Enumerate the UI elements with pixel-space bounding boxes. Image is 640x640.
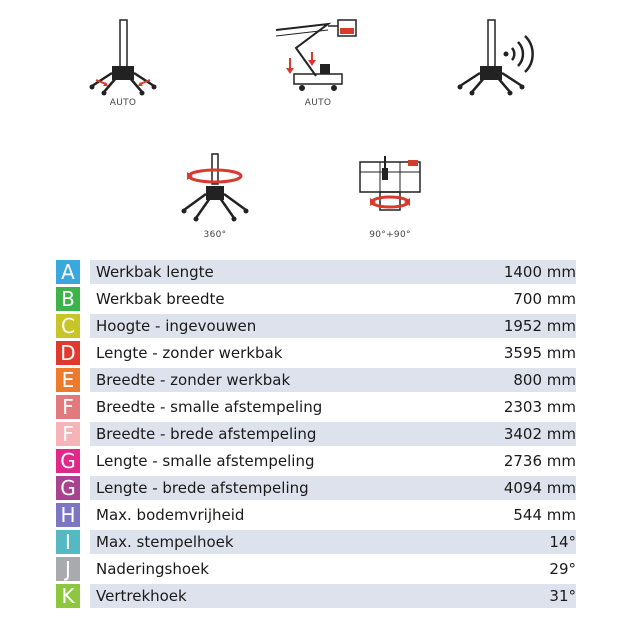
spec-letter-badge: J: [56, 557, 80, 581]
spec-value: 1400 mm: [503, 263, 576, 281]
spec-label: Vertrekhoek: [96, 587, 187, 605]
spec-row: [56, 287, 576, 314]
auto-stow-icon: [268, 18, 368, 108]
basket-rotation-icon: [350, 152, 430, 242]
spec-label: Lengte - zonder werkbak: [96, 344, 283, 362]
spec-label: Breedte - zonder werkbak: [96, 371, 291, 389]
spec-label: Lengte - smalle afstempeling: [96, 452, 315, 470]
spec-label: Hoogte - ingevouwen: [96, 317, 257, 335]
spec-row: [56, 395, 576, 422]
spec-label: Naderingshoek: [96, 560, 209, 578]
spec-label: Breedte - smalle afstempeling: [96, 398, 323, 416]
spec-row: [56, 314, 576, 341]
spec-letter-badge: G: [56, 476, 80, 500]
remote-control-icon: [448, 14, 558, 98]
spec-row: [56, 341, 576, 368]
spec-value: 14°: [549, 533, 576, 551]
spec-value: 2303 mm: [503, 398, 576, 416]
spec-value: 31°: [549, 587, 576, 605]
spec-row: [56, 557, 576, 584]
spec-label: Lengte - brede afstempeling: [96, 479, 309, 497]
spec-letter-badge: K: [56, 584, 80, 608]
spec-letter-badge: F: [56, 422, 80, 446]
spec-label: Werkbak lengte: [96, 263, 214, 281]
spec-letter-badge: B: [56, 287, 80, 311]
spec-letter-badge: H: [56, 503, 80, 527]
spec-value: 700 mm: [513, 290, 576, 308]
specs-table: [56, 260, 576, 611]
spec-row: [56, 503, 576, 530]
spec-row: [56, 368, 576, 395]
spec-label: Max. bodemvrijheid: [96, 506, 245, 524]
icon-label: AUTO: [304, 98, 332, 108]
spec-letter-badge: A: [56, 260, 80, 284]
spec-value: 4094 mm: [503, 479, 576, 497]
icon-label: 90°+90°: [369, 230, 411, 240]
spec-value: 1952 mm: [503, 317, 576, 335]
spec-row: [56, 584, 576, 611]
spec-value: 800 mm: [513, 371, 576, 389]
spec-letter-badge: E: [56, 368, 80, 392]
spec-letter-badge: G: [56, 449, 80, 473]
icon-label: AUTO: [109, 98, 137, 108]
icon-label: 360°: [203, 230, 227, 240]
spec-value: 29°: [549, 560, 576, 578]
spec-row: [56, 476, 576, 503]
spec-label: Max. stempelhoek: [96, 533, 234, 551]
spec-letter-badge: F: [56, 395, 80, 419]
spec-value: 3402 mm: [503, 425, 576, 443]
spec-row: [56, 260, 576, 287]
spec-letter-badge: C: [56, 314, 80, 338]
spec-letter-badge: D: [56, 341, 80, 365]
spec-letter-badge: I: [56, 530, 80, 554]
turret-rotation-icon: [170, 152, 260, 242]
spec-label: Werkbak breedte: [96, 290, 225, 308]
spec-row: [56, 530, 576, 557]
spec-value: 3595 mm: [503, 344, 576, 362]
spec-value: 544 mm: [513, 506, 576, 524]
spec-value: 2736 mm: [503, 452, 576, 470]
spec-row: [56, 449, 576, 476]
spec-row: [56, 422, 576, 449]
auto-leveling-icon: [78, 18, 168, 108]
spec-label: Breedte - brede afstempeling: [96, 425, 317, 443]
